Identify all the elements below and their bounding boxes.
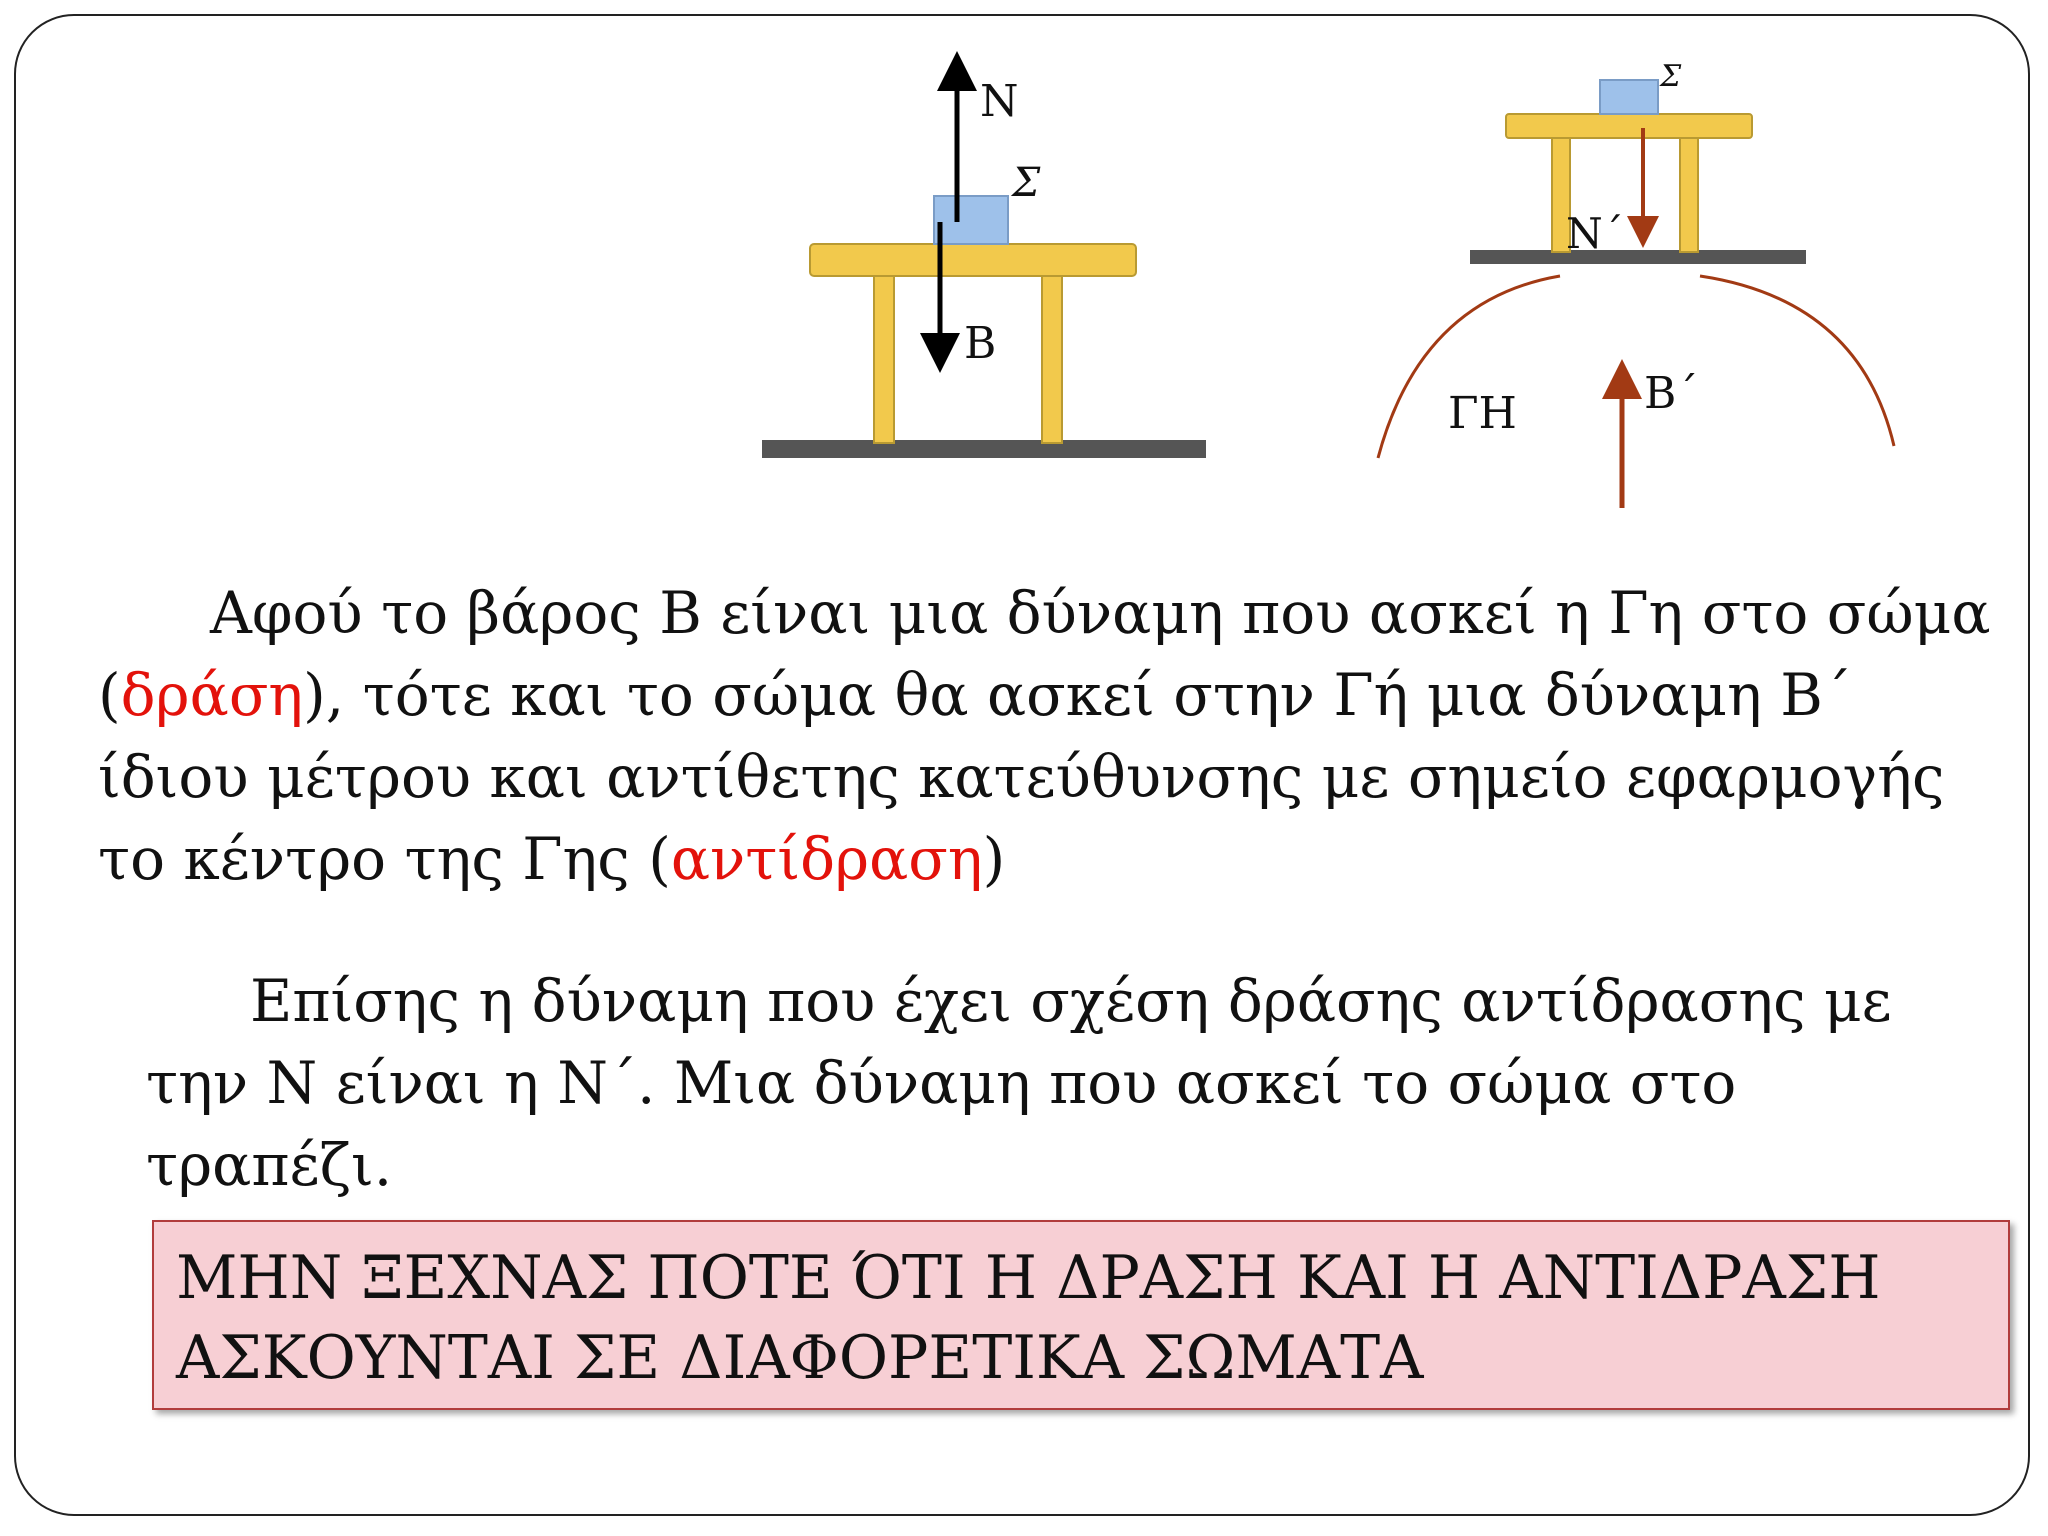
right-table-leg-right	[1680, 134, 1698, 252]
paragraph1-text-b: ), τότε και το σώμα θα ασκεί στην Γή μια δύναμη Β΄ ίδιου μέτρου και αντίθετης κατεύθυνσης με σημείο εφαρμογής το κέντρο της Γης (	[98, 661, 1945, 893]
normal-force-label: N	[980, 76, 1019, 127]
weight-force-label: B	[964, 318, 997, 369]
left-block	[934, 196, 1008, 244]
paragraph1-text-a: Αφού το βάρος Β είναι μια δύναμη που ασκεί η Γη στο σώμα (	[98, 579, 1991, 729]
right-table-top	[1506, 114, 1752, 138]
reaction-term: αντίδραση	[670, 825, 983, 893]
paragraph-action-reaction	[98, 572, 2018, 900]
left-table-leg-right	[1042, 275, 1062, 443]
force-diagram	[0, 0, 2048, 540]
earth-label: ΓΗ	[1448, 388, 1517, 439]
reminder-line-1: ΜΗΝ ΞΕΧΝΑΣ ΠΟΤΕ ΌΤΙ Η ΔΡΑΣΗ ΚΑΙ Η ΑΝΤΙΔΡΑΣΗ	[176, 1243, 1881, 1313]
paragraph2-text: Επίσης η δύναμη που έχει σχέση δράσης αντίδρασης με την Ν είναι η Ν΄. Μια δύναμη που ασκεί το σώμα στο τραπέζι.	[146, 967, 1892, 1199]
right-ground	[1470, 250, 1806, 264]
left-table-top	[810, 244, 1136, 276]
weight-reaction-label: B΄	[1644, 368, 1699, 419]
paragraph-normal-reaction	[98, 960, 1998, 1206]
right-block	[1600, 80, 1658, 114]
left-block-label: Σ	[1012, 160, 1041, 206]
normal-reaction-label: N΄	[1566, 209, 1624, 258]
reminder-box	[152, 1220, 2010, 1410]
right-block-label: Σ	[1660, 59, 1682, 94]
left-ground	[762, 440, 1206, 458]
earth-surface-curve-right	[1700, 276, 1894, 446]
left-table-leg-left	[874, 275, 894, 443]
left-table-scene	[762, 66, 1206, 458]
right-earth-scene	[1378, 59, 1894, 508]
paragraph1-text-c: )	[982, 825, 1006, 893]
reminder-line-2: ΑΣΚΟΥΝΤΑΙ ΣΕ ΔΙΑΦΟΡΕΤΙΚΑ ΣΩΜΑΤΑ	[176, 1323, 1424, 1393]
action-term: δράση	[120, 661, 304, 729]
